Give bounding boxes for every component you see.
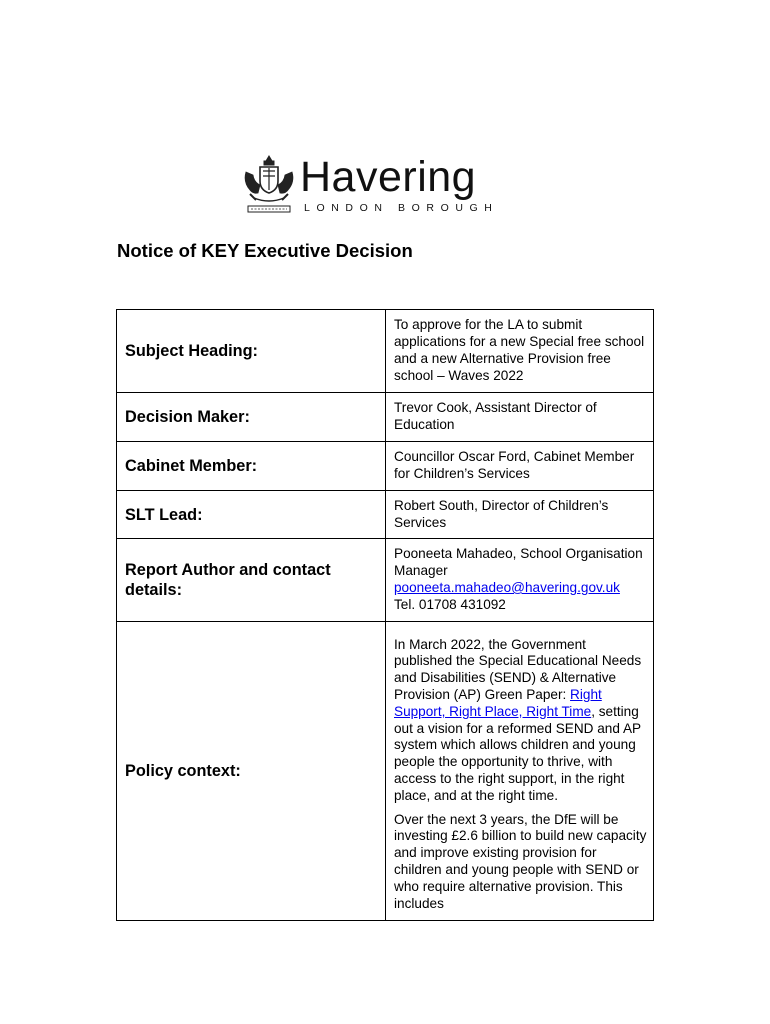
contact-details — [386, 539, 654, 622]
table-row — [117, 491, 654, 539]
table-row — [117, 539, 654, 622]
author-email-link[interactable]: pooneeta.mahadeo@havering.gov.uk — [394, 580, 620, 595]
logo-subtitle: LONDON BOROUGH — [304, 202, 499, 214]
table-row — [117, 393, 654, 442]
author-phone: Tel. 01708 431092 — [394, 596, 506, 612]
row-label: Decision Maker: — [117, 393, 386, 442]
row-label: SLT Lead: — [117, 491, 386, 539]
policy-paragraph-1: In March 2022, the Government published the Special Educational Needs and Disabilities (SEND) & Alternative Provision (AP) Green Paper: Right Support, Right Place, Right Time, setting out a vision for a reformed SEND and AP system which allows children and young people the opportunity to thrive, with access to the right support, in the right place, and at the right time. — [394, 636, 642, 803]
decision-table — [116, 309, 654, 921]
table-row — [117, 442, 654, 491]
row-value: Trevor Cook, Assistant Director of Education — [386, 393, 654, 442]
borough-crest-icon — [242, 154, 296, 218]
author-name: Pooneeta Mahadeo, School Organisation Manager — [394, 546, 643, 579]
row-label: Policy context: — [117, 622, 386, 921]
logo-wordmark: Havering — [300, 153, 477, 201]
page-title: Notice of KEY Executive Decision — [117, 240, 413, 261]
row-label: Cabinet Member: — [117, 442, 386, 491]
havering-logo — [242, 152, 522, 222]
row-value: To approve for the LA to submit applications for a new Special free school and a new Alternative Provision free school – Waves 2022 — [386, 310, 654, 393]
policy-paragraph-2: Over the next 3 years, the DfE will be investing £2.6 billion to build new capacity and improve existing provision for children and young people with SEND or who require alternative provision. This includes — [394, 811, 647, 911]
row-label: Report Author and contact details: — [117, 539, 386, 622]
table-row — [117, 622, 654, 921]
row-value: Councillor Oscar Ford, Cabinet Member for Children’s Services — [386, 442, 654, 491]
table-row — [117, 310, 654, 393]
row-value: Robert South, Director of Children’s Services — [386, 491, 654, 539]
green-paper-link[interactable]: Right Support, Right Place, Right Time — [394, 687, 602, 719]
row-label: Subject Heading: — [117, 310, 386, 393]
policy-context-text — [386, 622, 654, 921]
